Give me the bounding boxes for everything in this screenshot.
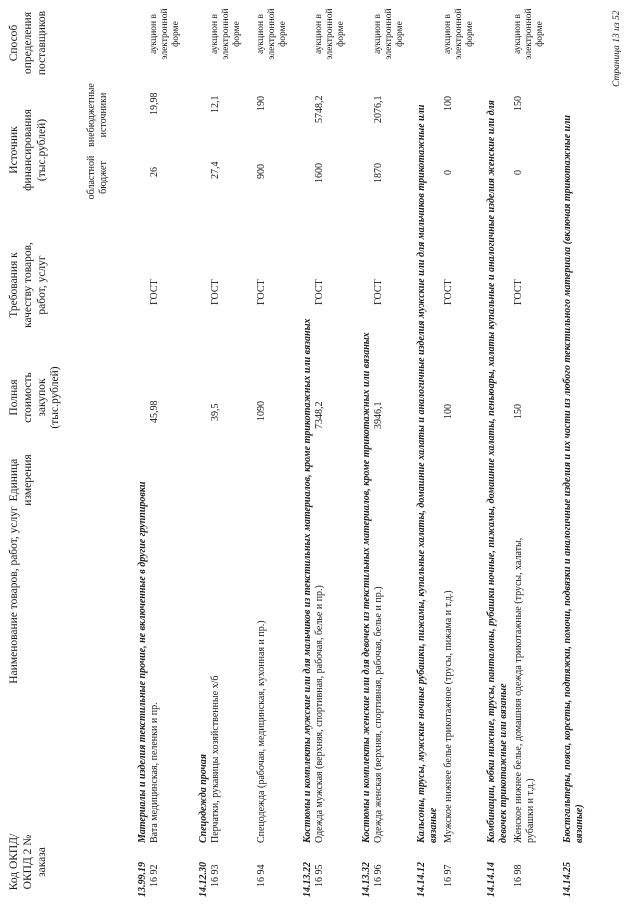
header-unit: Единица измерения: [8, 454, 34, 506]
group-code: 14.14.12: [416, 862, 427, 897]
order-number: 16 96: [373, 864, 384, 887]
extra-budget: 190: [256, 96, 267, 111]
item-name: Мужское нижнее белье трикотажное (трусы, пижама и т.д.): [443, 590, 454, 843]
order-number: 16 92: [149, 864, 160, 887]
group-title: Костюмы и комплекты мужские или для мальчиков из текстильных материалов, кроме трикотажных или вязаных: [302, 318, 313, 843]
group-title: Кальсоны, трусы, мужские ночные рубашки, пижамы, купальные халаты, домашние халаты и аналогичные изделия мужские или для мальчиков трикотажные или вязаные: [416, 104, 439, 843]
extra-budget: 12,1: [210, 95, 221, 113]
group-title: Спецодежда прочая: [198, 754, 209, 843]
oblast-budget: 1870: [373, 163, 384, 183]
total-cost: 1090: [256, 401, 267, 421]
procurement-method: аукцион в электронной форме: [149, 8, 181, 60]
item-name: Женское нижнее белье, домашняя одежда трикотажные (трусы, халаты, рубашки и т.д.): [513, 537, 536, 843]
order-number: 16 97: [443, 864, 454, 887]
quality-requirement: ГОСТ: [443, 279, 454, 305]
header-total: Полная стоимость закупок (тыс.рублей): [8, 366, 62, 429]
order-number: 16 95: [314, 864, 325, 887]
procurement-method: аукцион в электронной форме: [373, 8, 405, 60]
group-code: 14.13.22: [302, 862, 313, 897]
quality-requirement: ГОСТ: [373, 279, 384, 305]
extra-budget: 5748,2: [314, 95, 325, 123]
group-title: Материалы и изделия текстильные прочие, не включенные в другие группировки: [137, 481, 148, 843]
total-cost: 39,5: [210, 403, 221, 421]
order-number: 16 93: [210, 864, 221, 887]
oblast-budget: 1600: [314, 163, 325, 183]
quality-requirement: ГОСТ: [314, 279, 325, 305]
quality-requirement: ГОСТ: [210, 279, 221, 305]
header-requirements: Требования к качеству товаров, работ, услуг: [8, 242, 48, 328]
quality-requirement: ГОСТ: [149, 279, 160, 305]
group-title: Бюстгальтеры, пояса, корсеты, подтяжки, помочи, подвязки и аналогичные изделия и их части из любого текстильного материала (включая трикотажные или вязаные): [562, 115, 585, 843]
extra-budget: 100: [443, 96, 454, 111]
total-cost: 150: [513, 404, 524, 419]
procurement-method: аукцион в электронной форме: [256, 8, 288, 60]
item-name: Перчатки, рукавицы хозяйственные х/б: [210, 675, 221, 843]
total-cost: 45,98: [149, 400, 160, 423]
order-number: 16 94: [256, 864, 267, 887]
item-name: Одежда мужская (верхняя, спортивная, рабочая, белье и пр.): [314, 585, 325, 843]
group-title: Комбинации, юбки нижние, трусы, панталоны, рубашки ночные, пижамы, домашние халаты, пеньюары, халаты купальные и аналогичные изделия женские или для девочек трикотажные или вязаные: [486, 100, 509, 843]
total-cost: 3946,1: [373, 401, 384, 429]
extra-budget: 150: [513, 96, 524, 111]
group-code: 14.13.32: [361, 862, 372, 897]
oblast-budget: 900: [256, 164, 267, 179]
item-name: Одежда женская (верхняя, спортивная, рабочая, белье и пр.): [373, 586, 384, 843]
oblast-budget: 26: [149, 167, 160, 177]
group-code: 14.12.30: [198, 862, 209, 897]
quality-requirement: ГОСТ: [513, 279, 524, 305]
procurement-method: аукцион в электронной форме: [210, 8, 242, 60]
procurement-method: аукцион в электронной форме: [443, 8, 475, 60]
page-number: Страница 13 из 52: [612, 10, 622, 87]
procurement-method: аукцион в электронной форме: [314, 8, 346, 60]
header-code: Код ОКПД/ ОКПД 2 № заказа: [8, 833, 48, 891]
oblast-budget: 0: [443, 170, 454, 175]
item-name: Спецодежда (рабочая, медицинская, кухонная и пр.): [256, 620, 267, 843]
group-code: 14.14.25: [562, 862, 573, 897]
oblast-budget: 0: [513, 170, 524, 175]
group-code: 14.14.14: [486, 862, 497, 897]
item-name: Вата медицинская, пеленки и пр.: [149, 702, 160, 843]
group-code: 13.99.19: [137, 862, 148, 897]
extra-budget: 19,98: [149, 92, 160, 115]
extra-budget: 2076,1: [373, 95, 384, 123]
group-title: Костюмы и комплекты женские или для девочек из текстильных материалов, кроме трикотажных или вязаных: [361, 332, 372, 843]
header-source-extra: внебюджетные источники: [86, 83, 109, 147]
procurement-method: аукцион в электронной форме: [513, 8, 545, 60]
header-name: Наименование товаров, работ, услуг: [8, 506, 20, 684]
total-cost: 7348,2: [314, 401, 325, 429]
oblast-budget: 27,4: [210, 161, 221, 179]
order-number: 16 98: [513, 864, 524, 887]
header-source-oblast: областной бюджет: [86, 155, 109, 200]
total-cost: 100: [443, 404, 454, 419]
quality-requirement: ГОСТ: [256, 279, 267, 305]
header-source: Источник финансирования (тыс.рублей): [8, 109, 48, 191]
header-method: Способ определения поставщиков: [8, 10, 48, 76]
